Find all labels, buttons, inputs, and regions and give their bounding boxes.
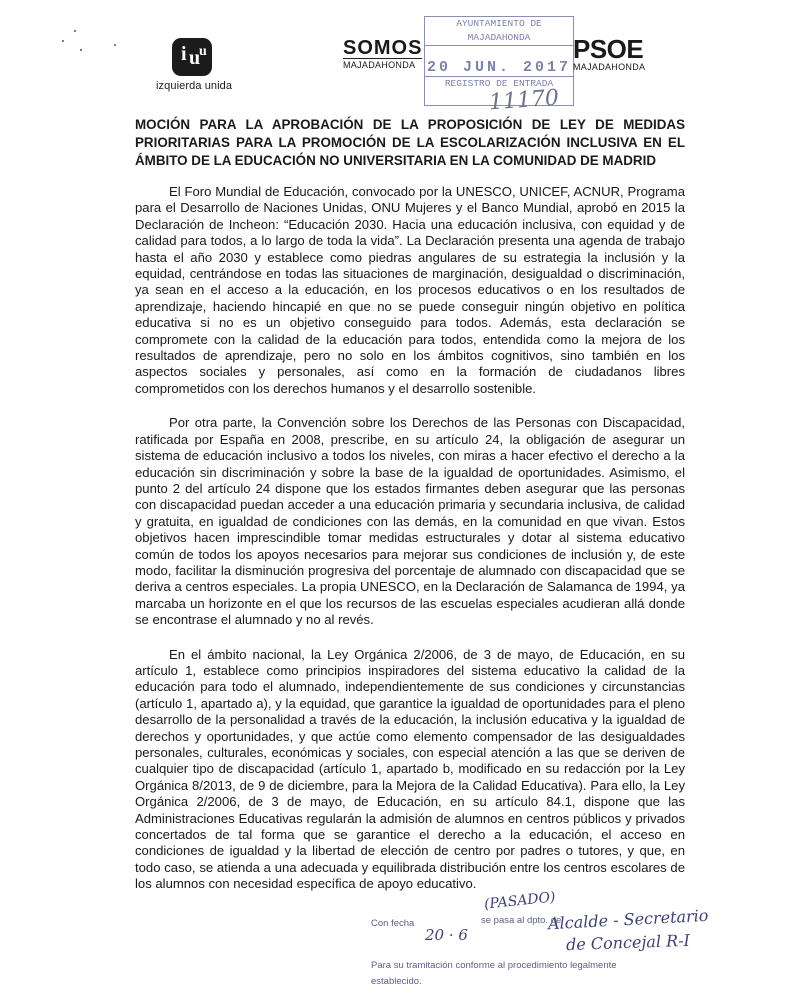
stamp-top-text: AYUNTAMIENTO DE MAJADAHONDA [425,17,573,46]
document-title: MOCIÓN PARA LA APROBACIÓN DE LA PROPOSICIÓN DE LEY DE MEDIDAS PRIORITARIAS PARA LA PROMOCIÓN DE LA ESCOLARIZACIÓN INCLUSIVA EN EL ÁMBITO DE LA EDUCACIÓN NO UNIVERSITARIA EN LA COMUNIDAD DE MADRID [135,117,685,168]
somos-majadahonda-logo [343,38,422,70]
stamp-bottom-text: REGISTRO DE ENTRADA [425,76,573,91]
body-paragraph-2: Por otra parte, la Convención sobre los Derechos de las Personas con Discapacidad, ratificada por España en 2008, prescribe, en su artículo 24, la obligación de asegurar un sistema de educación inclusivo a todos los niveles, con miras a hacer efectivo el derecho a la educación sin discriminación y sobre la base de la igualdad de oportunidades. Asimismo, el punto 2 del artículo 24 dispone que los estados firmantes deben asegurar que las personas con discapacidad puedan acceder a una educación primaria y secundaria inclusiva, de calidad y gratuita, en igualdad de condiciones con las demás, en la comunidad en que vivan. Estos objetivos hacen imprescindible tomar medidas estructurales y dotar al sistema educativo común de todos los apoyos necesarios para mejorar sus condiciones de inclusión y, de este modo, facilitar la disminución progresiva del porcentaje de alumnado con discapacidad que se deriva a centros especiales. La propia UNESCO, en la Declaración de Salamanca de 1994, ya marcaba un horizonte en el que los recursos de las escuelas especiales acudieran allá donde se encontrase el alumnado y no al revés. [135,415,685,628]
document-body [135,184,685,911]
handwritten-date: 20 · 6 [425,926,468,944]
stamp-date: 20 JUN. 2017 [426,59,572,76]
body-paragraph-1: El Foro Mundial de Educación, convocado por la UNESCO, UNICEF, ACNUR, Programa para el Desarrollo de Naciones Unidas, ONU Mujeres y el Banco Mundial, aprobó en 2015 la Declaración de Incheon: “Educación 2030. Hacia una educación inclusiva, con equidad y de calidad para todos, a lo largo de toda la vida”. La Declaración presenta una agenda de trabajo hasta el año 2030 y establece como piedras angulares de su estrategia la inclusión y la equidad, centrándose en todas las situaciones de marginación, desigualdad o discriminación, ya sean en el acceso a la educación, en los procesos educativos o en los resultados de aprendizaje, haciendo hincapié en que no se puede conseguir ningún objetivo en política educativa si no es un objetivo conseguido para todos. Además, esta declaración se compromete con la calidad de la educación para todos, entendida como la mejora de los resultados de aprendizaje, pero no solo en los ámbitos cognitivos, sino también en los aspectos sociales y personales, así como en la formación de ciudadanos libres comprometidos con los derechos humanos y el desarrollo sostenible. [135,184,685,396]
registry-stamp [424,16,574,116]
handwritten-pasado: (PASADO) [483,889,557,913]
izquierda-unida-logo [156,38,266,92]
somos-title: SOMOS [343,37,423,59]
body-paragraph-3: En el ámbito nacional, la Ley Orgánica 2/2006, de 3 de mayo, de Educación, en su artículo 1, establece como principios inspiradores del sistema educativo la calidad de la educación para todo el alumnado, independientemente de sus condiciones y circunstancias (artículo 1, apartado a), y la equidad, que garantice la igualdad de oportunidades para el pleno desarrollo de la personalidad a través de la educación, la inclusión educativa y la igualdad de derechos y oportunidades, y que actúe como elemento compensador de las desigualdades personales, culturales, económicas y sociales, con especial atención a las que se deriven de cualquier tipo de discapacidad (artículo 1, apartado b, modificado en su redacción por la Ley Orgánica 8/2013, de 9 de diciembre, para la Mejora de la Calidad Educativa). Para ello, la Ley Orgánica 2/2006, de 3 de mayo, de Educación, en su artículo 84.1, dispone que las Administraciones Educativas regularán la admisión de alumnos en centros públicos y privados concertados de tal forma que se garantice el derecho a la educación, el acceso en condiciones de igualdad y la libertad de elección de centro por padres o tutores, y que, en todo caso, se atienda a una adecuada y equilibrada distribución entre los centros escolares de los alumnos con necesidad específica de apoyo educativo. [135,646,685,892]
somos-subtitle: MAJADAHONDA [343,58,422,70]
scan-speck [62,40,64,42]
scan-speck [80,49,82,51]
psoe-majadahonda-logo [573,36,645,72]
handwritten-recipient-line-2: de Concejal R-I [565,930,691,955]
tramitacion-line-2: establecido. [371,976,422,987]
scan-speck [114,44,116,46]
iu-logo-text: izquierda unida [156,80,233,92]
handwritten-recipient-line-1: Alcalde - Secretario [547,905,709,934]
scan-speck [74,30,76,32]
con-fecha-label: Con fecha [371,918,415,929]
psoe-subtitle: MAJADAHONDA [573,62,646,72]
psoe-title: PSOE [573,34,644,64]
se-pasa-label: se pasa al dpto. de [481,915,562,926]
iu-logo-mark: i u u [172,38,212,76]
stamp-registry-number: 11170 [488,85,560,116]
tramitacion-line-1: Para su tramitación conforme al procedimiento legalmente [371,960,617,971]
